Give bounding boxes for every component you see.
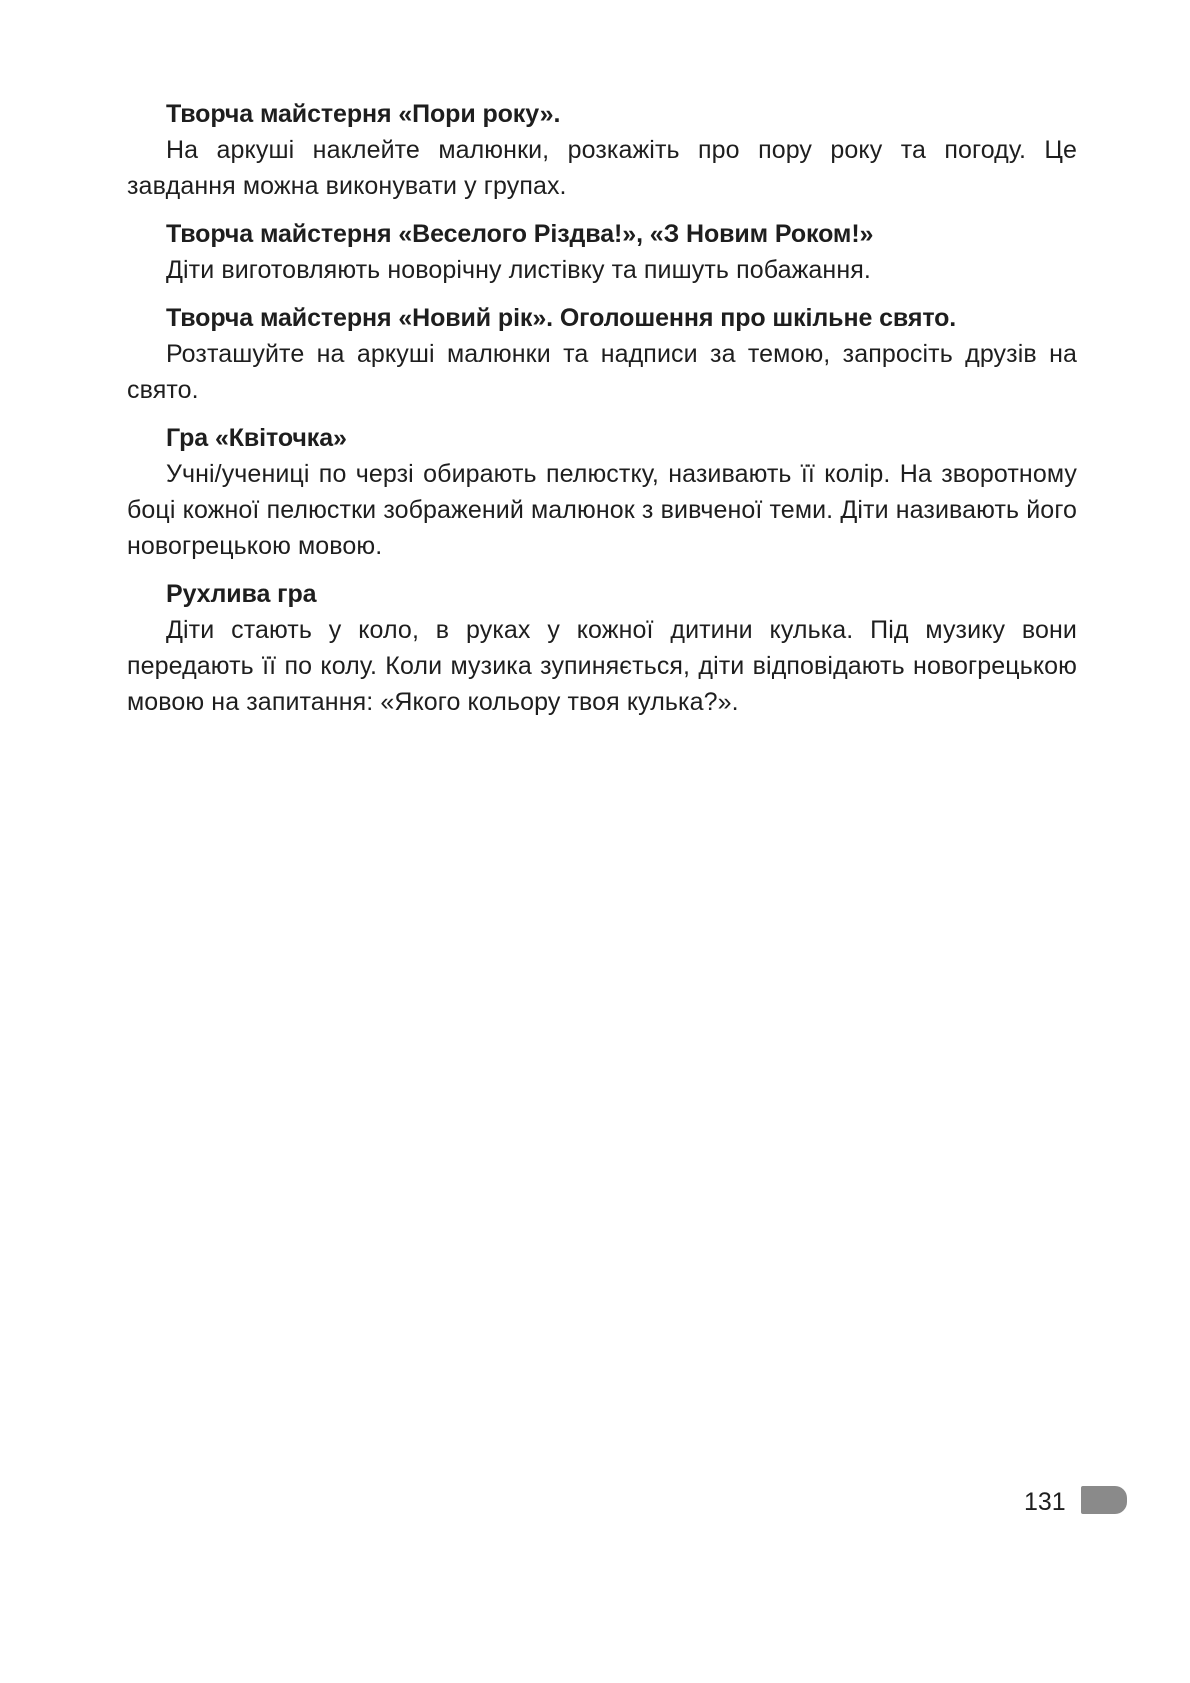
page-number: 131 [1024, 1488, 1066, 1516]
section-paragraph: Діти виготовляють новорічну листівку та пишуть побажання. [166, 256, 871, 284]
section-seasons-workshop [127, 96, 1077, 204]
section-heading: Творча майстерня «Веселого Різдва!», «З Новим Роком!» [166, 220, 874, 248]
section-heading: Творча майстерня «Новий рік». Оголошення про шкільне свято. [166, 304, 957, 332]
section-heading: Творча майстерня «Пори року». [166, 100, 561, 128]
section-heading: Рухлива гра [166, 580, 317, 608]
section-paragraph: На аркуші наклейте малюнки, розкажіть про пору року та погоду. Це завдання можна виконувати у групах. [127, 136, 1077, 200]
section-flower-game [127, 420, 1077, 564]
section-paragraph: Учні/учениці по черзі обирають пелюстку, називають її колір. На зворотному боці кожної пелюстки зображений малюнок з вивченої теми. Діти називають його новогрецькою мовою. [127, 460, 1077, 560]
page-content [127, 96, 1077, 732]
section-paragraph: Діти стають у коло, в руках у кожної дитини кулька. Під музику вони передають її по колу. Коли музика зупиняється, діти відповідають новогрецькою мовою на запитання: «Якого кольору твоя кулька?». [127, 616, 1077, 716]
section-paragraph: Розташуйте на аркуші малюнки та надписи за темою, запросіть друзів на свято. [127, 340, 1077, 404]
section-christmas-workshop [127, 216, 1077, 288]
page-tab-marker [1081, 1486, 1127, 1514]
section-heading: Гра «Квіточка» [166, 424, 347, 452]
section-new-year-workshop [127, 300, 1077, 408]
section-active-game [127, 576, 1077, 720]
